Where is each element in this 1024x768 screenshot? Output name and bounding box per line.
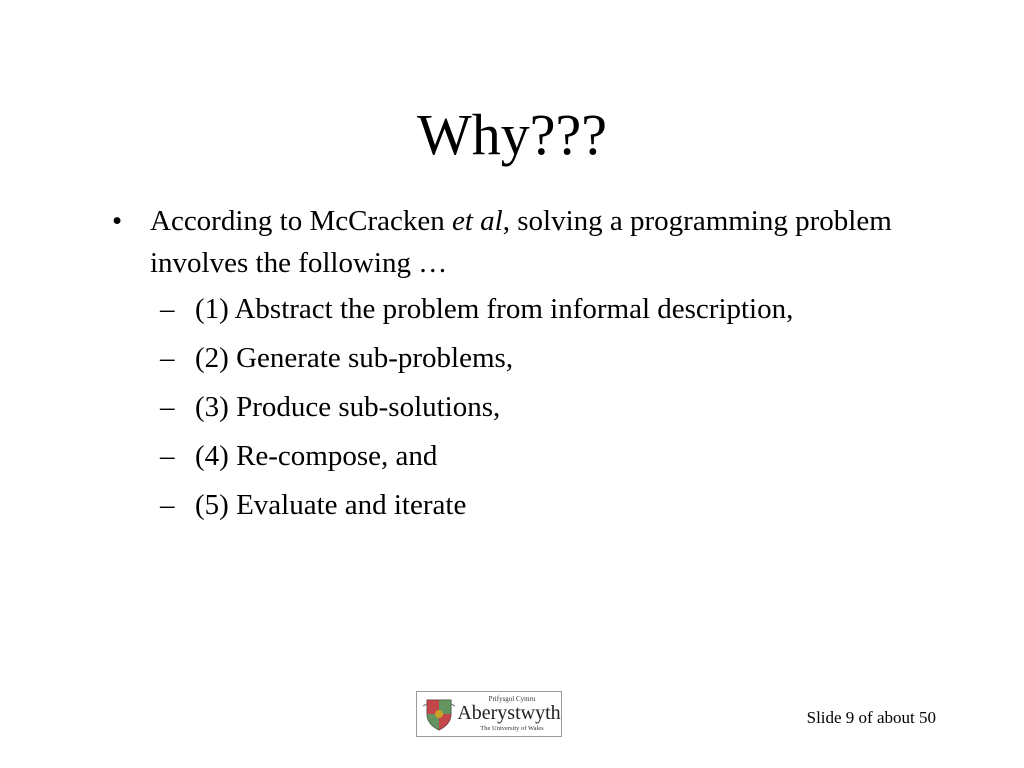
sub-bullet-item — [160, 387, 920, 436]
sub-bullet-dash: – — [160, 342, 175, 374]
sub-bullet-item — [160, 436, 920, 485]
sub-bullet-dash: – — [160, 391, 175, 423]
bullet-marker: • — [112, 205, 123, 237]
sub-bullet-text: (2) Generate sub-problems, — [195, 342, 514, 374]
sub-bullet-text: (3) Produce sub-solutions, — [195, 391, 501, 423]
sub-bullet-item — [160, 338, 920, 387]
sub-bullet-text: (1) Abstract the problem from informal description, — [195, 293, 794, 325]
sub-bullet-dash: – — [160, 440, 175, 472]
sub-bullet-item — [160, 289, 920, 338]
sub-bullet-text: (4) Re-compose, and — [195, 440, 438, 472]
bullet-text-before: According to McCracken — [150, 205, 452, 237]
bullet-text-italic: et al — [451, 205, 503, 237]
sub-bullet-list — [160, 289, 920, 534]
logo-bottom-text: The University of Wales — [480, 725, 544, 732]
university-crest-icon — [421, 696, 457, 732]
slide-title: Why??? — [417, 102, 607, 167]
bullet-text — [150, 200, 920, 284]
logo-main-text: Aberystwyth — [457, 702, 561, 724]
sub-bullet-dash: – — [160, 293, 175, 325]
sub-bullet-item — [160, 485, 920, 534]
sub-bullet-dash: – — [160, 489, 175, 521]
university-logo — [416, 691, 562, 737]
bullet-text-after: , solving a programming problem involves the following … — [150, 205, 892, 279]
sub-bullet-text: (5) Evaluate and iterate — [195, 489, 467, 521]
slide-counter: Slide 9 of about 50 — [806, 708, 936, 727]
logo-top-text: Prifysgol Cymru — [488, 695, 536, 703]
